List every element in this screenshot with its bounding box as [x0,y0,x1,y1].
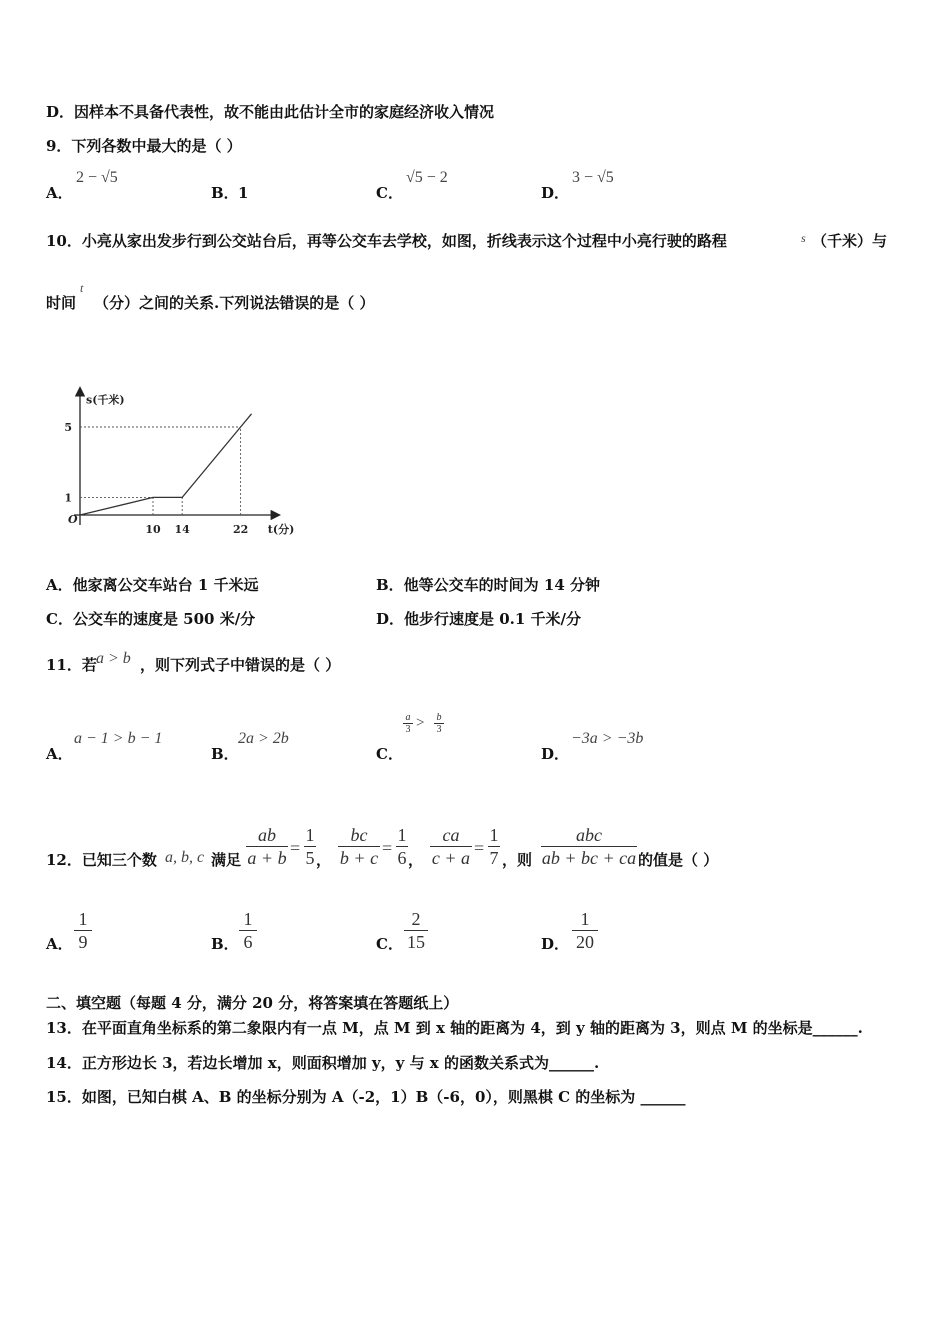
y-tick-1: 1 [64,491,72,505]
q11-c-den-a: 3 [405,724,411,735]
q10-option-d: D．他步行速度是 0.1 千米/分 [376,610,582,628]
q12-eq3-num: ca [442,825,460,845]
q12-eq2-num: bc [350,825,368,845]
q12-eq1-den: a + b [247,848,287,868]
q11-stem-pre: 11．若 [46,656,97,674]
x-tick-14: 14 [174,523,190,536]
q11-c-num-b: b [436,712,442,723]
q10-stem-a: 10．小亮从家出发步行到公交站台后，再等公交车去学校，如图，折线表示这个过程中小亮行驶的路程 [46,232,727,250]
q12-label-c: C． [376,935,403,953]
q10-stem-c-pre: 时间 [46,294,77,312]
q12-eq3-sep: ，则 [502,851,533,869]
q10-option-b: B．他等公交车的时间为 14 分钟 [376,576,600,594]
q12-eq2-rnum: 1 [397,825,407,845]
q12-label-b: B． [211,935,239,953]
q14-text: 14．正方形边长 3，若边长增加 x，则面积增加 y，y 与 x 的函数关系式为______. [46,1054,600,1072]
q12-eq2-den: b + c [339,848,379,868]
q12-label-d: D． [541,935,570,953]
q11-c-gt: > [416,715,425,731]
q11-c-num-a: a [405,712,411,723]
q12-eq1-num: ab [258,825,276,845]
q11-c-den-b: 3 [436,724,442,735]
q12-eq2-sep: ， [408,851,424,869]
q10-option-a: A．他家离公交车站台 1 千米远 [46,576,259,594]
section2-heading: 二、填空题（每题 4 分，满分 20 分，将答案填在答题纸上） [46,994,459,1012]
q11-label-a: A． [46,745,73,763]
q9-option-d: 3 − √5 [572,169,614,186]
q12-target-den: ab + bc + ca [541,848,637,868]
q12-eq3-rnum: 1 [489,825,499,845]
q12-option-d [572,908,598,953]
x-tick-22: 22 [232,523,249,536]
q12-stem-post: 的值是（ ） [638,851,719,869]
q9-option-c: √5 − 2 [406,169,448,186]
q12-eq1-equals: = [290,838,301,858]
q12-eq3-lhs [430,824,472,869]
q12-option-b [239,908,257,953]
y-tick-5: 5 [64,421,72,434]
q12-eq2-lhs [338,824,380,869]
q9-label-a: A． [46,184,73,202]
q12-eq2-equals: = [382,838,393,858]
q11-option-a: a − 1 > b − 1 [74,730,163,747]
q12-stem-pre: 12．已知三个数 [46,851,157,869]
q12-stem-mid: 满足 [211,851,242,869]
q12-eq1-rnum: 1 [305,825,315,845]
q10-option-c: C．公交车的速度是 500 米/分 [46,610,256,628]
q10-stem-c: （分）之间的关系.下列说法错误的是（ ） [94,294,375,312]
q12-opt-c-num: 2 [411,909,421,929]
q12-eq2-rhs [396,824,408,869]
q10-var-s: s [801,231,806,245]
q9-label-c: C． [376,184,403,202]
q12-eq2-rden: 6 [397,848,407,868]
origin-label: O [68,513,78,526]
q12-target-fraction [541,824,637,869]
q9-label-d: D． [541,184,570,202]
x-tick-10: 10 [145,523,161,536]
q8-option-d: D．因样本不具备代表性，故不能由此估计全市的家庭经济收入情况 [46,103,495,121]
q12-opt-a-den: 9 [78,932,88,952]
q15-text: 15．如图，已知白棋 A、B 的坐标分别为 A（-2，1）B（-6，0），则黑棋 C 的坐标为 ______ [46,1088,686,1106]
q11-option-c [403,712,453,746]
q12-eq3-equals: = [474,838,485,858]
q11-label-b: B． [211,745,239,763]
q12-opt-c-den: 15 [407,932,425,952]
q12-opt-b-den: 6 [243,932,253,952]
q12-target-num: abc [576,825,602,845]
q11-stem-post: ，则下列式子中错误的是（ ） [140,656,341,674]
series-line [80,414,252,515]
distance-time-chart [50,348,295,548]
q12-eq3-rden: 7 [489,848,499,868]
q11-option-b: 2a > 2b [238,730,289,747]
q12-vars: a, b, c [165,849,205,866]
q12-option-a [74,908,92,953]
q12-opt-b-num: 1 [243,909,253,929]
q10-var-t: t [80,281,84,295]
q12-opt-a-num: 1 [78,909,88,929]
x-axis-label: t(分) [267,523,295,536]
q12-eq1-lhs [246,824,288,869]
q12-opt-d-num: 1 [580,909,590,929]
q12-option-c [404,908,428,953]
q13-text: 13．在平面直角坐标系的第二象限内有一点 M，点 M 到 x 轴的距离为 4，到 y 轴的距离为 3，则点 M 的坐标是______. [46,1019,863,1037]
q9-label-b: B． [211,184,239,202]
q9-stem: 9．下列各数中最大的是（ ） [46,137,242,155]
q10-stem-b: （千米）与 [812,232,888,250]
q11-condition: a > b [96,650,131,667]
q12-eq1-rden: 5 [305,848,315,868]
y-axis-label: s(千米) [86,393,125,407]
q12-opt-d-den: 20 [576,932,594,952]
q12-eq3-rhs [488,824,500,869]
q9-option-a: 2 − √5 [76,169,118,186]
q11-label-d: D． [541,745,570,763]
q12-eq1-sep: ， [316,851,332,869]
q12-eq1-rhs [304,824,316,869]
q9-option-b: 1 [238,184,249,202]
q11-label-c: C． [376,745,403,763]
q12-eq3-den: c + a [431,848,471,868]
q11-option-d: −3a > −3b [571,730,644,747]
q12-label-a: A． [46,935,73,953]
